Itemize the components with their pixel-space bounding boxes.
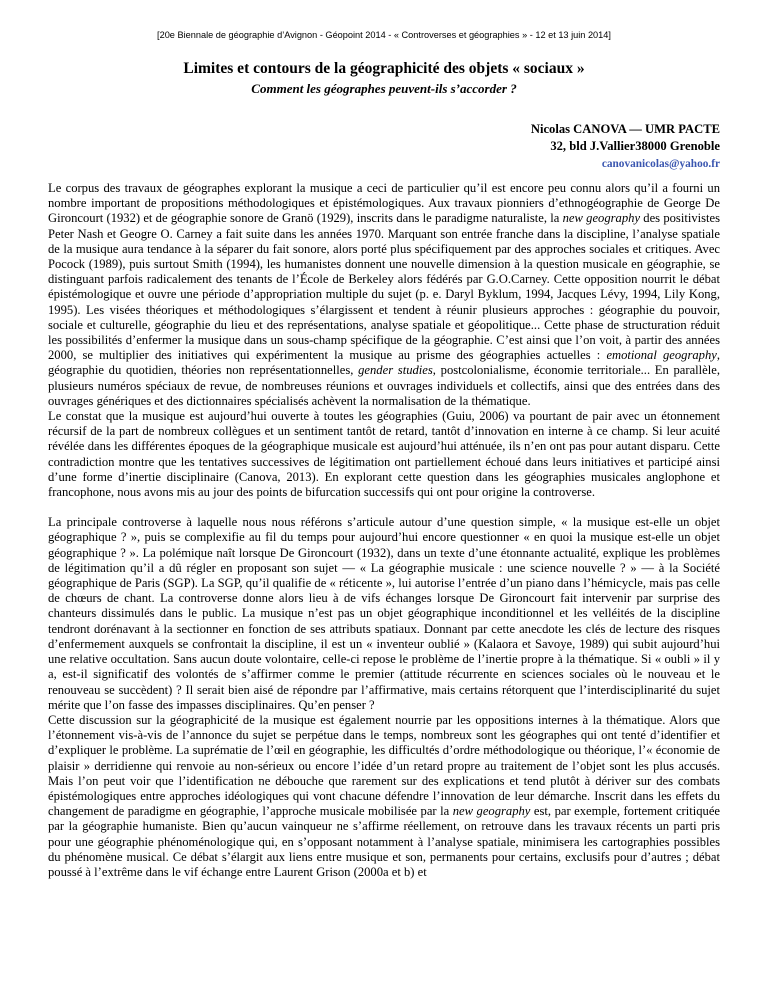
paragraph-1 — [48, 181, 720, 409]
paragraph-4 — [48, 713, 720, 880]
paper-subtitle: Comment les géographes peuvent-ils s’accorder ? — [251, 81, 517, 96]
paragraph-4-text-b: est, par exemple, fortement critiquée par la géographie humaniste. Bien qu’aucun vainqueur ne s’affirme réellement, on retrouve dans les travaux récents un parti pris pour une géographie phénoménologique qui, en s’opposant notamment à l’analyse spatiale, minimisera les cartographies possibles du phénomène musical. Ce débat s’élargit aux liens entre musique et son, permanents pour certains, exclusifs pour d’autres ; débat poussé à l’extrême dans le vif échange entre Laurent Grison (2000a et b) et — [48, 804, 721, 879]
paragraph-1-emphasis-1: new geography — [562, 211, 641, 226]
paragraph-1-text-c: , géographie du quotidien, théories non représentationnelles, — [48, 348, 720, 378]
paragraph-1-text-a: Le corpus des travaux de géographes explorant la musique a ceci de particulier qu’il est encore peu connu alors qu’il a fourni un nombre important de propositions méthodologiques et épistémologiques. Aux travaux pionniers d’ethnogéographie de George De Gironcourt (1932) et de géographie sonore de Granö (1929), inscrits dans le paradigme naturaliste, la — [48, 181, 720, 226]
author-address: 32, bld J.Vallier38000 Grenoble — [550, 139, 720, 153]
author-block — [531, 121, 720, 155]
author-email[interactable]: canovanicolas@yahoo.fr — [601, 158, 720, 170]
paper-title: Limites et contours de la géographicité des objets « sociaux » — [183, 60, 585, 77]
paragraph-1-emphasis-3: gender studies — [358, 363, 433, 378]
paragraph-1-text-d: , postcolonialisme, économie territoriale... En parallèle, plusieurs numéros spéciaux de revue, de nombreuses réunions et ouvrages individuels et collectifs, ainsi que des entrées dans des ouvrages génériques et des dictionnaires spécialisés achèvent la normalisation de la thématique. — [48, 363, 721, 408]
paragraph-1-text-b: des positivistes Peter Nash et Geogre O. Carney a fait suite dans les années 1970. Marquant son entrée franche dans la discipline, l’analyse spatiale de la musique aura tendance à la séparer du fait sonore, alors porté plus spécifiquement par des approches sociales et critiques. Avec Pocock (1989), puis surtout Smith (1994), les humanistes donnent une nouvelle dimension à la question musicale en géographie, se distinguant parfois radicalement des tenants de l’École de Berkeley alors fédérés par G.O.Carney. Cette opposition nourrit le débat épistémologique et ouvre une période d’appropriation multiple du sujet (p. e. Daryl Byklum, 1994, Jacques Lévy, 1994, Lily Kong, 1995). Les visées théoriques et méthodologiques s’élargissent et tendent à réunir plusieurs approches : géographie du pouvoir, sociale et culturelle, géographie du lieu et des représentations, analyse spatiale et géopolitique... Cette phase de structuration réduit les possibilités d’enfermer la musique dans un sous-champ spécifique de la géographie. C’est ainsi que l’on voit, à partir des années 2000, se multiplier des initiatives qui expérimentent la musique au prisme des géographies actuelles : — [48, 211, 721, 363]
paragraph-4-emphasis-1: new geography — [452, 804, 531, 819]
body-text — [48, 181, 720, 880]
paragraph-4-text-a: Cette discussion sur la géographicité de la musique est également nourrie par les oppositions internes à la thématique. Alors que l’étonnement vis-à-vis de l’annonce du sujet se perpétue dans le temps, nombreux sont les géographes qui ont tenté d’identifier et d’expliquer le problème. La suprématie de l’œil en géographie, les difficultés d’ordre méthodologique ou théorique, l’« économie de plaisir » derridienne qui renvoie au non-sérieux ou encore l’idée d’un retard propre au traitement de l’objet sont les plus accusés. Mais l’on peut voir que l’identification ne débouche que rarement sur des explications et tend plutôt à dériver sur des combats épistémologiques entre approches idéologiques qui vont chacune défendre l’innovation de leur démarche. Inscrit dans les effets du changement de paradigme en géographie, l’approche musicale mobilisée par la — [48, 712, 720, 819]
running-header: [20e Biennale de géographie d’Avignon - Géopoint 2014 - « Controverses et géographies » - 12 et 13 juin 2014] — [157, 30, 611, 40]
paragraph-3: La principale controverse à laquelle nous nous référons s’articule autour d’une question simple, « la musique est-elle un objet géographique ? », puis se complexifie au fil du temps pour aujourd’hui encore questionner « en quoi la musique est-elle un objet géographique ? ». La polémique naît lorsque De Gironcourt (1932), dans un texte d’une étonnante actualité, explique les problèmes de légitimation qu’il a dû régler en proposant son sujet — « La géographie musicale : une science nouvelle ? » — à la Société géographique de Paris (SGP). La SGP, qu’il qualifie de « réticente », lui autorise l’entrée d’un piano dans l’hémicycle, mais pas celle de chœurs de chant. La controverse donne alors lieu à de vifs échanges lorsque De Gironcourt fait intervenir par surprise des chanteurs dissimulés dans le public. La musique n’est pas un objet géographique inconditionnel et les velléités de la discipline tendront dorénavant à la sectionner en fonction de ses attributs spatiaux. Donnant par cette anecdote les clés de lecture des risques d’enfermement auxquels se confrontait la discipline, il est un « inventeur oublié » (Kalaora et Savoye, 1989) qui subit aujourd’hui une relative occultation. Sans aucun doute volontaire, celle-ci repose le problème de l’inertie propre à la thématique. Si « oubli » il y a, est-il significatif des volontés de s’affirmer comme le premier (attitude récurrente en sciences sociales où le nouveau et le renouveau se succèdent) ? Il serait bien aisé de répondre par l’affirmative, mais certains rétorquent que l’interdisciplinarité du sujet mérite que l’on fasse des impasses disciplinaires. Qu’en penser ? — [48, 515, 720, 712]
author-name: Nicolas CANOVA — UMR PACTE — [530, 122, 720, 136]
paragraph-1-emphasis-2: emotional geography — [606, 348, 717, 363]
paragraph-2: Le constat que la musique est aujourd’hui ouverte à toutes les géographies (Guiu, 2006) va pourtant de pair avec un étonnement récursif de la part de nombreux collègues et un sentiment tantôt de retard, tantôt d’innovation en interne à ce champ. Si leur acuité révélée dans les différentes époques de la géographique musicale est aujourd’hui atténuée, ils n’en ont pas pour autant disparu. Cette contradiction montre que les tentatives successives de légitimation ont partiellement échoué dans leurs initiatives et participé ainsi d’une forme d’inertie disciplinaire (Canova, 2013). En explorant cette question dans les géographies musicales anglophone et francophone, nous avons mis au jour des points de bifurcation successifs qui ont pour origine la controverse. — [48, 409, 720, 500]
